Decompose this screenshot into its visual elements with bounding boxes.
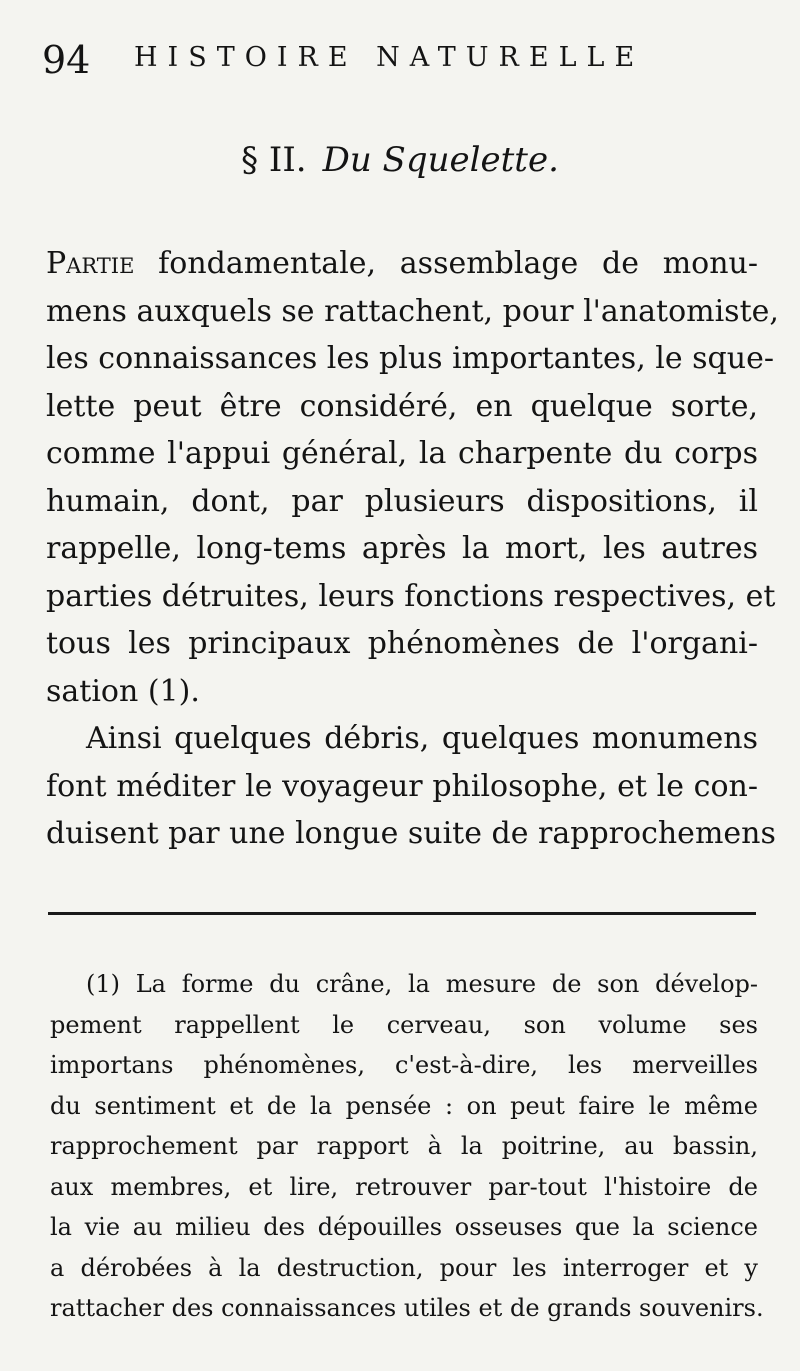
footnote-line: (1) La forme du crâne, la mesure de son dévelop- bbox=[86, 970, 758, 998]
text-line: comme l'appui général, la charpente du corps bbox=[46, 436, 758, 471]
text-line: lette peut être considéré, en quelque sorte, bbox=[46, 388, 758, 424]
section-title: Du Squelette. bbox=[322, 140, 559, 180]
footnote-rule bbox=[48, 912, 756, 915]
page-number: 94 bbox=[42, 38, 91, 82]
text-line: font méditer le voyageur philosophe, et le con- bbox=[46, 768, 758, 804]
running-title: HISTOIRE NATURELLE bbox=[134, 42, 645, 73]
text-line: duisent par une longue suite de rapprochemens bbox=[46, 816, 776, 851]
text-line: les connaissances les plus importantes, le sque- bbox=[46, 341, 774, 376]
text-line: rappelle, long-tems après la mort, les autres bbox=[46, 531, 758, 566]
text-line: mens auxquels se rattachent, pour l'anatomiste, bbox=[46, 293, 779, 329]
footnote-line: rapprochement par rapport à la poitrine, au bassin, bbox=[50, 1132, 758, 1160]
running-head bbox=[42, 38, 760, 82]
footnote-line: du sentiment et de la pensée : on peut faire le même bbox=[50, 1091, 758, 1120]
text-line: Ainsi quelques débris, quelques monumens bbox=[86, 721, 758, 756]
text-line: sation (1). bbox=[46, 673, 200, 709]
text-line: humain, dont, par plusieurs dispositions, il bbox=[46, 483, 758, 519]
paragraph-lead-word: Partie bbox=[46, 246, 135, 281]
footnote-line: aux membres, et lire, retrouver par-tout l'histoire de bbox=[50, 1172, 758, 1201]
section-heading bbox=[0, 140, 800, 180]
footnote bbox=[50, 964, 764, 1329]
body-text bbox=[46, 240, 779, 858]
footnote-line: a dérobées à la destruction, pour les interroger et y bbox=[50, 1253, 758, 1282]
text-line: tous les principaux phénomènes de l'organi- bbox=[46, 626, 758, 661]
footnote-line: rattacher des connaissances utiles et de grands souvenirs. bbox=[50, 1294, 764, 1322]
footnote-line: la vie au milieu des dépouilles osseuses que la science bbox=[50, 1213, 758, 1241]
footnote-line: pement rappellent le cerveau, son volume ses bbox=[50, 1010, 758, 1039]
text-line: parties détruites, leurs fonctions respectives, et bbox=[46, 578, 776, 614]
section-number: § II. bbox=[241, 140, 307, 180]
footnote-line: importans phénomènes, c'est-à-dire, les merveilles bbox=[50, 1051, 758, 1079]
text-line: Partie fondamentale, assemblage de monu- bbox=[46, 246, 758, 281]
